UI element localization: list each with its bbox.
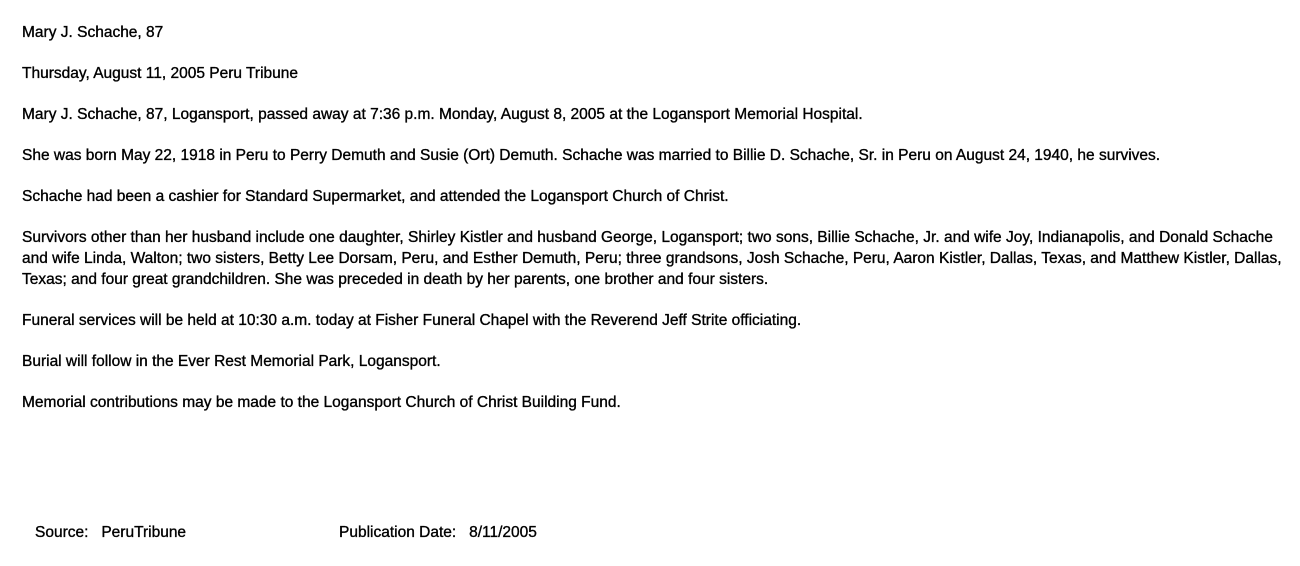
paragraph: She was born May 22, 1918 in Peru to Perry Demuth and Susie (Ort) Demuth. Schache was married to Billie D. Schache, Sr. in Peru on August 24, 1940, he survives. bbox=[22, 147, 1161, 164]
paragraph: Memorial contributions may be made to the Logansport Church of Christ Building Fund. bbox=[22, 394, 621, 411]
publication-date-label: Publication Date: 8/11/2005 bbox=[339, 524, 537, 541]
page-title: Mary J. Schache, 87 bbox=[22, 24, 164, 41]
paragraph: Burial will follow in the Ever Rest Memorial Park, Logansport. bbox=[22, 353, 441, 370]
paragraph: Survivors other than her husband include one daughter, Shirley Kistler and husband George, Logansport; two sons, Billie Schache, Jr. and wife Joy, Indianapolis, and Donald Schache and wife Linda, Walton; two sisters, Betty Lee Dorsam, Peru, and Esther Demuth, Peru; three grandsons, Josh Schache, Peru, Aaron Kistler, Dallas, Texas, and Matthew Kistler, Dallas, Texas; and four great grandchildren. She was preceded in death by her parents, one brother and four sisters. bbox=[22, 229, 1282, 288]
obituary-document bbox=[22, 22, 1284, 433]
dateline: Thursday, August 11, 2005 Peru Tribune bbox=[22, 65, 299, 82]
paragraph: Funeral services will be held at 10:30 a.m. today at Fisher Funeral Chapel with the Reverend Jeff Strite officiating. bbox=[22, 312, 802, 329]
source-label: Source: PeruTribune bbox=[35, 524, 187, 541]
paragraph: Schache had been a cashier for Standard Supermarket, and attended the Logansport Church of Christ. bbox=[22, 188, 729, 205]
paragraph: Mary J. Schache, 87, Logansport, passed away at 7:36 p.m. Monday, August 8, 2005 at the Logansport Memorial Hospital. bbox=[22, 106, 863, 123]
